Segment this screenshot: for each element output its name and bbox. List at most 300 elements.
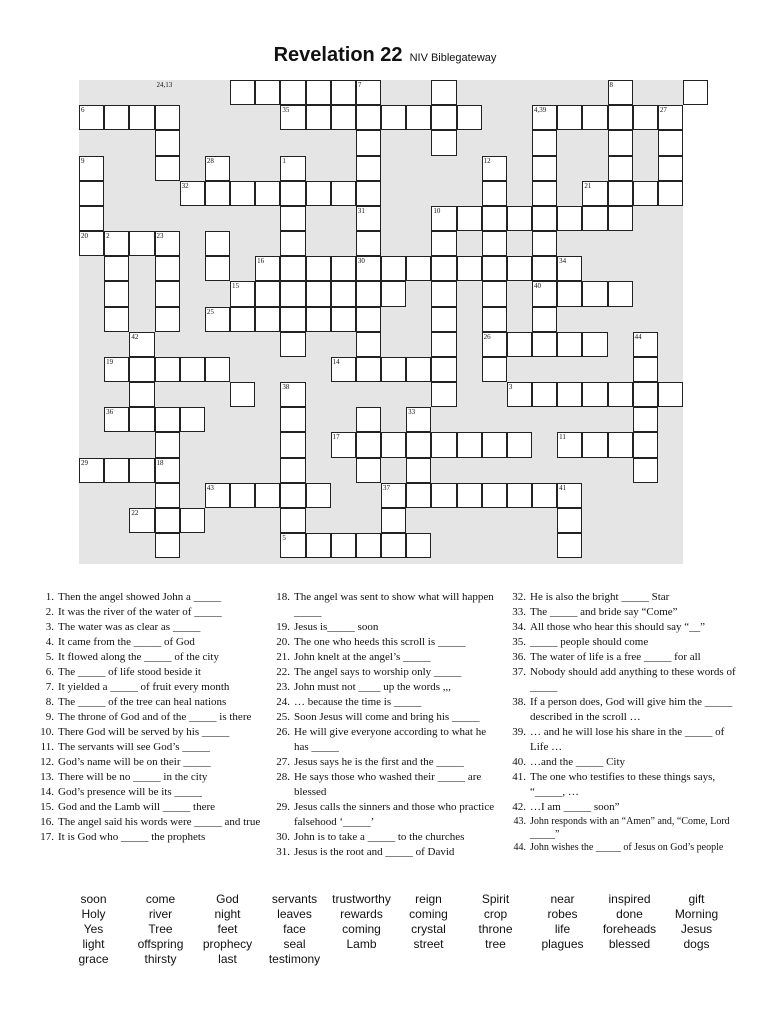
clue-item-number: 35. (512, 636, 526, 648)
clue-item-text: The throne of God and of the _____ is there (58, 711, 252, 723)
clue-item (272, 650, 498, 665)
crossword-cell[interactable] (431, 483, 456, 508)
clue-item-number: 32. (512, 591, 526, 603)
clue-number: 6 (81, 106, 85, 115)
crossword-cell[interactable] (280, 483, 305, 508)
clue-number: 19 (106, 357, 114, 366)
crossword-cell[interactable] (155, 105, 180, 130)
crossword-cell[interactable] (356, 407, 381, 432)
clue-item-text: …I am _____ soon” (530, 801, 620, 813)
crossword-cell[interactable] (633, 458, 658, 483)
clue-item-number: 44. (513, 842, 526, 853)
clue-item (508, 650, 736, 665)
crossword-cell[interactable] (532, 130, 557, 155)
crossword-cell[interactable] (482, 432, 507, 457)
clue-item-number: 1. (45, 591, 54, 603)
clue-item-number: 22. (276, 666, 290, 678)
crossword-cell[interactable] (79, 181, 104, 206)
crossword-cell[interactable] (155, 130, 180, 155)
clue-item (36, 635, 262, 650)
crossword-cell[interactable] (356, 181, 381, 206)
word-bank-item: grace (78, 952, 109, 966)
crossword-cell[interactable] (280, 281, 305, 306)
crossword-cell[interactable] (230, 382, 255, 407)
crossword-cell[interactable] (280, 407, 305, 432)
word-bank-item: servants (271, 892, 318, 906)
crossword-cell[interactable] (280, 256, 305, 281)
crossword-cell[interactable] (431, 281, 456, 306)
crossword-cell[interactable] (280, 458, 305, 483)
crossword-cell[interactable] (633, 432, 658, 457)
clue-item (508, 841, 736, 854)
crossword-cell[interactable] (356, 281, 381, 306)
crossword-cell[interactable] (280, 80, 305, 105)
word-bank-item: life (554, 922, 571, 936)
clue-item (508, 800, 736, 815)
clue-item-number: 13. (40, 771, 54, 783)
crossword-cell[interactable] (230, 483, 255, 508)
crossword-cell[interactable] (431, 307, 456, 332)
clue-item-text: The _____ of the tree can heal nations (58, 696, 227, 708)
title-source: NIV Biblegateway (409, 52, 497, 64)
clue-number: 7 (357, 81, 362, 89)
clue-item-number: 19. (276, 621, 290, 633)
clue-item-text: Then the angel showed John a _____ (58, 591, 222, 603)
crossword-cell[interactable] (532, 181, 557, 206)
clue-item-number: 43. (513, 816, 526, 827)
crossword-cell[interactable] (306, 281, 331, 306)
clue-number: 44 (634, 332, 642, 341)
word-bank-item: Yes (83, 922, 104, 936)
crossword-cell[interactable] (255, 483, 280, 508)
clue-item-text: _____ people should come (530, 636, 649, 648)
crossword-cell[interactable] (381, 357, 406, 382)
clue-item-number: 16. (40, 816, 54, 828)
crossword-cell[interactable] (532, 256, 557, 281)
crossword-cell[interactable] (155, 281, 180, 306)
clue-item (272, 635, 498, 650)
crossword-cell[interactable] (482, 181, 507, 206)
crossword-cell[interactable] (532, 231, 557, 256)
clue-item-number: 6. (45, 666, 54, 678)
crossword-cell[interactable] (532, 156, 557, 181)
crossword-cell[interactable] (608, 105, 633, 130)
crossword-cell[interactable] (205, 231, 230, 256)
crossword-cell[interactable] (381, 432, 406, 457)
word-bank-item: feet (217, 922, 238, 936)
crossword-cell[interactable] (431, 231, 456, 256)
crossword-cell[interactable] (255, 80, 280, 105)
clue-item-text: It yielded a _____ of fruit every month (58, 681, 230, 693)
crossword-cell[interactable] (608, 281, 633, 306)
clue-item-text: The angel said his words were _____ and true (58, 816, 261, 828)
crossword-cell[interactable] (331, 533, 356, 558)
crossword-cell[interactable] (155, 307, 180, 332)
clue-number: 31 (357, 206, 365, 215)
word-bank-item: throne (478, 922, 513, 936)
crossword-cell[interactable] (557, 533, 582, 558)
crossword-cell[interactable] (255, 307, 280, 332)
crossword-cell[interactable] (104, 307, 129, 332)
clue-number: 15 (232, 282, 239, 291)
crossword-cell[interactable] (658, 181, 683, 206)
crossword-cell[interactable] (431, 80, 456, 105)
clue-item-text: The water of life is a free _____ for all (530, 651, 701, 663)
crossword-cell[interactable] (457, 206, 482, 231)
crossword-cell[interactable] (280, 231, 305, 256)
crossword-cell[interactable] (557, 508, 582, 533)
crossword-cell[interactable] (482, 281, 507, 306)
crossword-cell[interactable] (482, 307, 507, 332)
crossword-cell[interactable] (306, 80, 331, 105)
crossword-cell[interactable] (532, 307, 557, 332)
crossword-cell[interactable] (255, 181, 280, 206)
clue-item (36, 740, 262, 755)
crossword-cell[interactable] (306, 483, 331, 508)
crossword-cell[interactable] (129, 357, 154, 382)
crossword-cell[interactable] (482, 357, 507, 382)
crossword-cell[interactable] (557, 206, 582, 231)
clue-number: 38 (282, 383, 290, 391)
crossword-cell[interactable] (457, 483, 482, 508)
clue-item-text: John wishes the _____ of Jesus on God’s people (530, 842, 724, 853)
clue-item (36, 830, 262, 845)
crossword-cell[interactable] (381, 105, 406, 130)
crossword-cell[interactable] (633, 181, 658, 206)
word-bank-item: blessed (608, 937, 651, 951)
clue-item (36, 755, 262, 770)
clue-item-number: 11. (40, 741, 54, 753)
clue-item (272, 845, 498, 860)
crossword-cell[interactable] (557, 281, 582, 306)
word-bank-item: Tree (148, 922, 173, 936)
crossword-cell[interactable] (557, 382, 582, 407)
clue-item-text: Nobody should add anything to these words of _____ (530, 666, 736, 693)
crossword-cell[interactable] (532, 483, 557, 508)
crossword-cell[interactable] (129, 382, 154, 407)
clue-item-text: Jesus is_____ soon (294, 621, 379, 633)
crossword-cell[interactable] (180, 357, 205, 382)
clue-number: 24,13 (156, 81, 173, 89)
clue-number: 1 (282, 156, 286, 165)
crossword-cell[interactable] (406, 357, 431, 382)
clue-item (272, 710, 498, 725)
clue-item-number: 41. (512, 771, 526, 783)
clue-item-text: God’s name will be on their _____ (58, 756, 211, 768)
clue-item-text: There God will be served by his _____ (58, 726, 230, 738)
clue-item-number: 7. (45, 681, 54, 693)
clue-number: 33 (408, 408, 416, 417)
crossword-cell[interactable] (532, 382, 557, 407)
crossword-cell[interactable] (180, 407, 205, 432)
clue-item (508, 665, 736, 695)
clue-item-text: Jesus is the root and _____ of David (294, 846, 455, 858)
crossword-cell[interactable] (482, 231, 507, 256)
crossword-cell[interactable] (129, 407, 154, 432)
crossword-cell[interactable] (155, 407, 180, 432)
crossword-cell[interactable] (381, 533, 406, 558)
clue-item (272, 665, 498, 680)
crossword-cell[interactable] (507, 432, 532, 457)
crossword-cell[interactable] (356, 130, 381, 155)
word-bank-item: light (82, 937, 105, 951)
clue-item (508, 755, 736, 770)
clue-number: 28 (206, 156, 214, 165)
clue-item-text: All those who hear this should say “__” (530, 621, 706, 633)
clue-item (36, 725, 262, 740)
crossword-cell[interactable] (356, 332, 381, 357)
crossword-cell[interactable] (331, 307, 356, 332)
clue-item-text: The one who testifies to these things says, “_____, … (530, 771, 716, 798)
clue-number: 41 (559, 483, 567, 492)
crossword-cell[interactable] (431, 256, 456, 281)
crossword-cell[interactable] (381, 281, 406, 306)
clue-number: 40 (534, 282, 541, 291)
clue-number: 10 (433, 206, 441, 215)
crossword-cell[interactable] (431, 105, 456, 130)
crossword-cell[interactable] (230, 307, 255, 332)
word-bank-item: coming (409, 907, 448, 921)
crossword-cell[interactable] (406, 483, 431, 508)
crossword-cell[interactable] (507, 483, 532, 508)
crossword-cell[interactable] (155, 256, 180, 281)
crossword-cell[interactable] (306, 105, 331, 130)
clue-item-number: 3. (45, 621, 54, 633)
crossword-cell[interactable] (155, 357, 180, 382)
crossword-cell[interactable] (582, 382, 607, 407)
clue-item (508, 635, 736, 650)
word-bank-item: reign (415, 892, 442, 906)
crossword-cell[interactable] (129, 105, 154, 130)
clue-number: 5 (282, 534, 286, 542)
clue-item (36, 665, 262, 680)
crossword-cell[interactable] (356, 231, 381, 256)
crossword-cell[interactable] (507, 256, 532, 281)
crossword-cell[interactable] (356, 432, 381, 457)
crossword-cell[interactable] (306, 533, 331, 558)
clue-number: 4,39 (534, 106, 547, 115)
crossword-cell[interactable] (608, 181, 633, 206)
clue-number: 21 (584, 181, 592, 190)
clue-item-text: The servants will see God’s _____ (58, 741, 210, 753)
word-bank-item: rewards (340, 907, 383, 921)
crossword-cell[interactable] (280, 432, 305, 457)
clue-item (508, 605, 736, 620)
crossword-cell[interactable] (356, 458, 381, 483)
crossword-cell[interactable] (356, 357, 381, 382)
crossword-cell[interactable] (431, 382, 456, 407)
crossword-cell[interactable] (280, 181, 305, 206)
crossword-cell[interactable] (129, 231, 154, 256)
clues-column-1 (36, 590, 262, 845)
crossword-cell[interactable] (205, 181, 230, 206)
crossword-cell[interactable] (633, 407, 658, 432)
clue-number: 8 (609, 81, 613, 89)
clue-item-text: The _____ and bride say “Come” (530, 606, 678, 618)
crossword-cell[interactable] (104, 105, 129, 130)
clue-item-number: 2. (45, 606, 54, 618)
crossword-cell[interactable] (280, 307, 305, 332)
crossword-cell[interactable] (356, 533, 381, 558)
clue-item-number: 4. (45, 636, 54, 648)
crossword-cell[interactable] (331, 256, 356, 281)
clue-item-text: … and he will lose his share in the _____ of Life … (530, 726, 725, 753)
crossword-cell[interactable] (406, 256, 431, 281)
crossword-cell[interactable] (356, 307, 381, 332)
clue-item (36, 620, 262, 635)
clue-number: 29 (81, 458, 88, 467)
clue-item (508, 815, 736, 841)
crossword-cell[interactable] (155, 432, 180, 457)
crossword-cell[interactable] (280, 508, 305, 533)
crossword-cell[interactable] (582, 206, 607, 231)
crossword-cell[interactable] (582, 432, 607, 457)
word-bank-item: testimony (268, 952, 321, 966)
crossword-cell[interactable] (482, 256, 507, 281)
crossword-cell[interactable] (155, 483, 180, 508)
crossword-cell[interactable] (180, 508, 205, 533)
crossword-cell[interactable] (104, 256, 129, 281)
clue-item-number: 15. (40, 801, 54, 813)
crossword-cell[interactable] (431, 332, 456, 357)
crossword-cell[interactable] (79, 206, 104, 231)
clue-item (508, 695, 736, 725)
word-bank-item: Spirit (481, 892, 510, 906)
word-bank-item: trustworthy (332, 892, 391, 906)
crossword-cell[interactable] (658, 382, 683, 407)
clue-item-number: 37. (512, 666, 526, 678)
crossword-cell[interactable] (406, 533, 431, 558)
crossword-cell[interactable] (582, 105, 607, 130)
crossword-cell[interactable] (482, 206, 507, 231)
clue-number: 12 (483, 156, 491, 165)
clue-item (36, 815, 262, 830)
clue-number: 30 (357, 257, 365, 266)
word-bank-item: Holy (81, 907, 106, 921)
crossword-cell[interactable] (280, 206, 305, 231)
crossword-cell[interactable] (331, 281, 356, 306)
crossword-cell[interactable] (608, 156, 633, 181)
crossword-cell[interactable] (155, 508, 180, 533)
crossword-cell[interactable] (608, 130, 633, 155)
crossword-cell[interactable] (457, 105, 482, 130)
crossword-cell[interactable] (608, 382, 633, 407)
clue-number: 14 (332, 357, 340, 366)
crossword-cell[interactable] (633, 382, 658, 407)
clue-item (272, 590, 498, 620)
crossword-cell[interactable] (582, 281, 607, 306)
crossword-cell[interactable] (608, 432, 633, 457)
word-bank-item: crop (483, 907, 508, 921)
crossword-cell[interactable] (557, 332, 582, 357)
clue-item-text: He says those who washed their _____ are blessed (294, 771, 482, 798)
crossword-cell[interactable] (532, 206, 557, 231)
crossword-cell[interactable] (431, 357, 456, 382)
crossword-cell[interactable] (155, 156, 180, 181)
crossword-cell[interactable] (306, 256, 331, 281)
clue-number: 11 (559, 433, 566, 442)
crossword-cell[interactable] (431, 130, 456, 155)
clue-item-number: 26. (276, 726, 290, 738)
crossword-cell[interactable] (683, 80, 708, 105)
crossword-cell[interactable] (608, 206, 633, 231)
crossword-cell[interactable] (557, 105, 582, 130)
crossword-cell[interactable] (381, 256, 406, 281)
crossword-cell[interactable] (457, 432, 482, 457)
crossword-cell[interactable] (331, 105, 356, 130)
clue-item-text: John knelt at the angel’s _____ (294, 651, 431, 663)
clue-item-text: It was the river of the water of _____ (58, 606, 222, 618)
word-bank-item: offspring (137, 937, 184, 951)
clue-item (508, 770, 736, 800)
crossword-cell[interactable] (431, 432, 456, 457)
crossword-cell[interactable] (280, 332, 305, 357)
crossword-cell[interactable] (230, 80, 255, 105)
word-bank-item: Jesus (680, 922, 713, 936)
crossword-cell[interactable] (306, 307, 331, 332)
crossword-cell[interactable] (482, 483, 507, 508)
crossword-cell[interactable] (255, 281, 280, 306)
crossword-cell[interactable] (230, 181, 255, 206)
crossword-cell[interactable] (582, 332, 607, 357)
word-bank-item: night (214, 907, 241, 921)
crossword-cell[interactable] (205, 357, 230, 382)
crossword-cell[interactable] (205, 256, 230, 281)
crossword-cell[interactable] (406, 458, 431, 483)
clue-item-number: 42. (512, 801, 526, 813)
clue-number: 17 (332, 433, 340, 442)
crossword-cell[interactable] (331, 80, 356, 105)
word-bank-item: seal (283, 937, 306, 951)
crossword-cell[interactable] (306, 181, 331, 206)
clue-item (508, 590, 736, 605)
clue-item-text: The angel says to worship only _____ (294, 666, 462, 678)
crossword-cell[interactable] (129, 458, 154, 483)
crossword-cell[interactable] (356, 156, 381, 181)
crossword-cell[interactable] (406, 105, 431, 130)
clue-item-text: Jesus calls the sinners and those who practice falsehood ‘_____’ (294, 801, 495, 828)
clue-number: 23 (156, 232, 164, 240)
crossword-cell[interactable] (658, 156, 683, 181)
clue-number: 35 (282, 106, 290, 115)
clue-item (36, 590, 262, 605)
clue-item-number: 30. (276, 831, 290, 843)
crossword-cell[interactable] (633, 357, 658, 382)
crossword-cell[interactable] (104, 281, 129, 306)
crossword-cell[interactable] (406, 432, 431, 457)
crossword-cell[interactable] (633, 105, 658, 130)
crossword-cell[interactable] (155, 533, 180, 558)
clue-item-number: 38. (512, 696, 526, 708)
crossword-cell[interactable] (104, 458, 129, 483)
clue-item-number: 12. (40, 756, 54, 768)
crossword-cell[interactable] (658, 130, 683, 155)
clue-item-text: He will give everyone according to what he has _____ (294, 726, 487, 753)
word-bank-item: tree (485, 937, 506, 951)
crossword-cell[interactable] (507, 332, 532, 357)
clue-item-text: If a person does, God will give him the _____ described in the scroll … (530, 696, 733, 723)
crossword-cell[interactable] (356, 105, 381, 130)
crossword-cell[interactable] (381, 508, 406, 533)
crossword-cell[interactable] (457, 256, 482, 281)
crossword-cell[interactable] (507, 206, 532, 231)
crossword-cell[interactable] (532, 332, 557, 357)
clue-item-number: 10. (40, 726, 54, 738)
clue-number: 16 (257, 257, 265, 266)
crossword-cell[interactable] (331, 181, 356, 206)
word-bank-item: robes (547, 907, 578, 921)
word-bank-item: river (148, 907, 173, 921)
